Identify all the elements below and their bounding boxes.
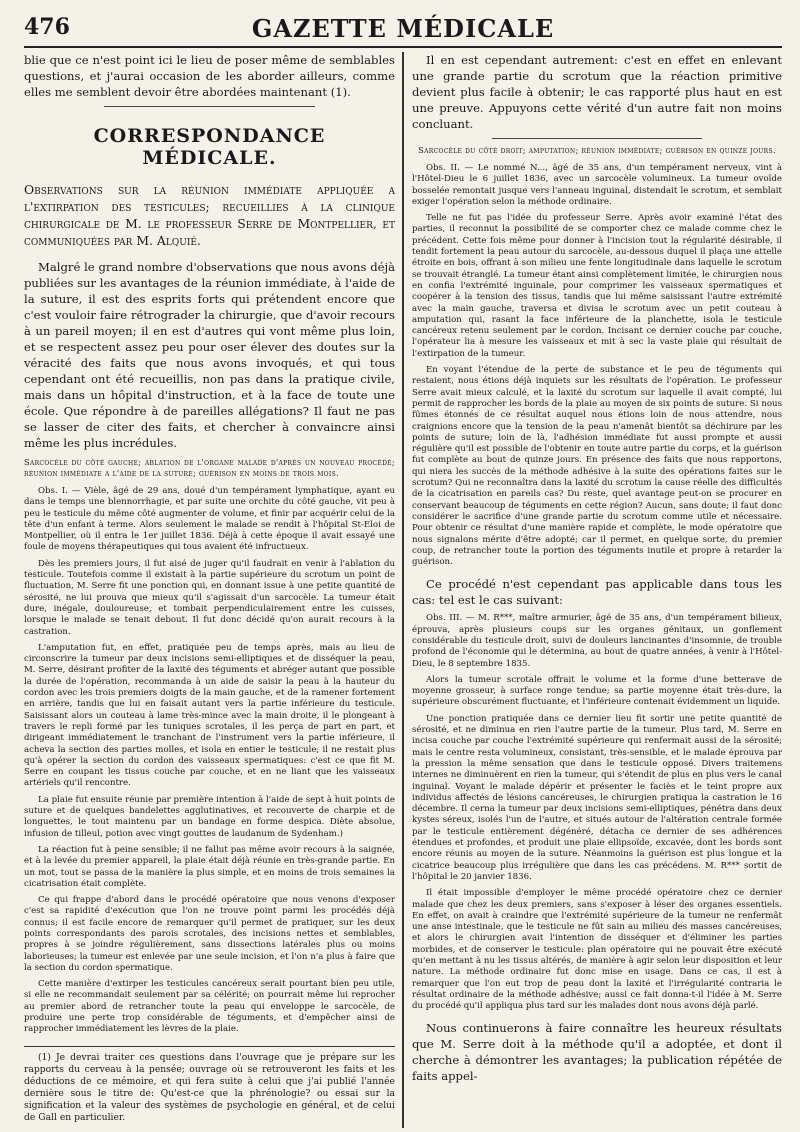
section-separator bbox=[492, 138, 702, 139]
case-two-paragraph: Telle ne fut pas l'idée du professeur Serre. Après avoir examiné l'état des parties, il reconnut la possibilité de se comporter chez ce malade comme chez le précédent. Cette fois même pour donner à l'incision tout la régularité désirable, il tendit fortement la peau autour du sarcocèle, au-dessous duquel il plaça une attelle étroite en bois, offrant à son milieu une fente longitudinale dans laquelle le scrotum se trouvait étranglé. La tumeur étant ainsi complètement limitée, le chirurgien nous en confia l'extrémité inguinale, pour comprimer les vaisseaux spermatiques et coopérer à la tension des tissus, tandis que lui même saisissant l'autre extrémité avec la main gauche, traversa et divisa le scrotum avec un petit couteau à amputation qui, rasant la face inférieure de la planchette, isola le testicule cancéreux retenu seulement par le cordon. Incisant ce dernier couche par couche, l'opérateur lia à mesure les vaisseaux et mit à sec la vaste plaie qui résultait de l'extirpation de la tumeur. bbox=[412, 213, 782, 359]
closing-paragraph: Nous continuerons à faire connaître les heureux résultats que M. Serre doit à la méthode qu'il a adoptée, et dont il cherche à démontrer les avantages; la publication répétée de faits appel- bbox=[412, 1021, 782, 1084]
gazette-title: GAZETTE MÉDICALE bbox=[251, 14, 555, 43]
page-header bbox=[24, 12, 782, 48]
case-one-heading: Sarcocèle du côté gauche; ablation de l'organe malade d'après un nouveau procédé; réunion immédiate a l'aide de la suture; guérison en moins de trois mois. bbox=[24, 457, 395, 478]
intro-paragraph: blie que ce n'est point ici le lieu de poser même de semblables questions, et j'aurai occasion de les aborder ailleurs, comme elles me semblent devoir être abordées maintenant (1). bbox=[24, 53, 395, 99]
footnote-rule bbox=[24, 1046, 395, 1047]
case-three-paragraph: Alors la tumeur scrotale offrait le volume et la forme d'une betterave de moyenne grosseur, à surface ronge tendue; sa partie moyenne était très-dure, la supérieure obscurément fluctuante, et l'inférieure contenait évidemment un liquide. bbox=[412, 674, 782, 708]
case-three-paragraph: Obs. III. — M. R***, maître armurier, âgé de 35 ans, d'un tempérament bilieux, éprouva, après plusieurs coups sur les organes génitaux, un gonflement considérable du testicule droit, suivi de douleurs lancinantes d'insomnie, de trouble profond de l'économie qui le détermina, au bout de quatre années, à venir à l'Hôtel-Dieu, le 8 septembre 1835. bbox=[412, 613, 782, 669]
case-two-paragraph: En voyant l'étendue de la perte de substance et le peu de téguments qui restaient, nous étions déjà inquiets sur les résultats de l'opération. Le professeur Serre avait mieux calculé, et la laxité du scrotum sur laquelle il avait compté, lui permit de rapprocher les bords de la plaie au moyen de six points de suture. Si nous fûmes étonnés de ce résultat auquel nous étions loin de nous attendre, nous craignions encore que la tension de la peau n'amenât bientôt sa déchirure par les points de suture; loin de là, l'adhésion immédiate fut aussi prompte et aussi régulière qu'il est possible de l'obtenir en toute autre partie du corps, et la guérison fut complète au bout de quinze jours. En présence des faits que nous rapportons, qui niera les succès de la méthode adhésive à la suite des opérations faites sur le scrotum? Qui ne reconnaîtra dans la laxité du scrotum la cause réelle des difficultés de la cicatrisation en pareils cas? Du reste, quel avantage peut-on se procurer en conservant beaucoup de téguments en cette région? Aucun, sans doute; il faut donc considérer le sacrifice d'une grande partie du scrotum comme utile et nécessaire. Pour obtenir ce résultat d'une manière rapide et complète, le mode opératoire que nous signalons mérite d'être adopté; car il permet, en quelque sorte, du premier coup, de retrancher toute la portion des téguments inutile et propre à retarder la guérison. bbox=[412, 365, 782, 568]
right-opening-paragraph: Il en est cependant autrement: c'est en effet en enlevant une grande partie du scrotum que la réaction primitive devient plus facile à obtenir; le cas rapporté plus haut en est une preuve. Appuyons cette vérité d'un autre fait non moins concluant. bbox=[412, 53, 782, 131]
case-two-heading: Sarcocèle du côté droit; amputation; réunion immédiate; guérison en quinze jours. bbox=[418, 145, 776, 155]
case-two-paragraph: Obs. II. — Le nommé N..., âgé de 35 ans, d'un tempérament nerveux, vint à l'Hôtel-Dieu le 6 juillet 1836, avec un sarcocèle volumineux. La tumeur ovoïde bosselée remontait jusque vers l'anneau inguinal, distendait le scrotum, et semblait exiger l'opération selon la méthode ordinaire. bbox=[412, 163, 782, 207]
case-one-paragraph: La réaction fut à peine sensible; il ne fallut pas même avoir recours à la saignée, et à la levée du premier appareil, la plaie était déjà réunie en très-grande partie. En un mot, tout se passa de la manière la plus simple, et en moins de trois semaines la cicatrisation était complète. bbox=[24, 844, 395, 889]
section-title: CORRESPONDANCE MÉDICALE. bbox=[93, 125, 326, 169]
case-one-paragraph: L'amputation fut, en effet, pratiquée peu de temps après, mais au lieu de circonscrire la tumeur par deux incisions semi-elliptiques et de disséquer la peau, M. Serre, désirant profiter de la laxité des téguments et abréger autant que possible la durée de l'opération, recommanda à un aide de saisir la peau à la hauteur du cordon avec les trois premiers doigts de la main gauche, et de la ramener fortement en arrière, tandis que lui en faisait autant vers la partie inférieure du testicule. Saisissant alors un couteau à lame très-mince avec la main droite, il le plongeant à travers le repli formé par les tuniques scrotales, il les perça de part en part, et dirigeant immédiatement le tranchant de l'instrument vers la partie inférieure, il acheva la section des parties molles, et isola en entier le testicule; il ne restait plus qu'à opérer la section du cordon des vaisseaux spermatiques: c'est ce que fit M. Serre en coupant les tissus couche par couche, et en ne liant que les vaisseaux artériels qu'il rencontre. bbox=[24, 642, 395, 789]
case-one-paragraph: Dès les premiers jours, il fut aisé de juger qu'il faudrait en venir à l'ablation du testicule. Toutefois comme il existait à la partie supérieure du scrotum un point de fluctuation, M. Serre fit une ponction qui, en donnant issue à une petite quantité de sérosité, ne lui prouva que mieux qu'il s'agissait d'un sarcocèle. La tumeur était dure, inégale, douloureuse, et tombait perpendiculairement entre les cuisses, lorsque le malade se tenait debout. Il fut donc décidé qu'on aurait recours à la castration. bbox=[24, 558, 395, 637]
case-one-paragraph: La plaie fut ensuite réunie par première intention à l'aide de sept à huit points de suture et de quelques bandelettes agglutinatives, et recouverte de charpie et de longuettes, le tout maintenu par un bandage en forme despica. Diète absolue, infusion de tilleul, potion avec vingt gouttes de laudanum de Sydenham.) bbox=[24, 794, 395, 839]
footnote: (1) Je devrai traiter ces questions dans l'ouvrage que je prépare sur les rapports du cerveau à la pensée; ouvrage où se retrouveront les faits et les déductions de ce mémoire, et qui fera suite à celui que j'ai publié l'année dernière sous le titre de: Qu'est-ce que la phrénologie? ou essai sur la signification et la valeur des systèmes de psychologie en général, et de celui de Gall en particulier. bbox=[24, 1051, 395, 1123]
transition-paragraph: Ce procédé n'est cependant pas applicable dans tous les cas: tel est le cas suivant: bbox=[412, 577, 782, 608]
column-divider bbox=[402, 52, 404, 1128]
page-number: 476 bbox=[24, 14, 70, 40]
case-one-paragraph: Ce qui frappe d'abord dans le procédé opératoire que nous venons d'exposer c'est sa rapidité d'exécution que l'on ne trouve point parmi les procédés déjà connus; il est facile encore de remarquer qu'il permet de pratiquer, sur les deux points correspondants des parois scrotales, des incisions nettes et semblables, propres à se joindre régulièrement, sans dissections latérales plus ou moins laborieuses; la tumeur est enlevée par une seule incision, et l'on n'a plus à faire que la section du cordon spermatique. bbox=[24, 895, 395, 973]
right-column bbox=[412, 52, 782, 1128]
section-separator bbox=[104, 106, 315, 107]
opening-paragraph: Malgré le grand nombre d'observations que nous avons déjà publiées sur les avantages de la réunion immédiate, à l'aide de la suture, il est des esprits forts qui prétendent encore que c'est vouloir faire rétrograder la chirurgie, que d'avoir recours à un pareil moyen; il en est d'autres qui vont même plus loin, et se respectent assez peu pour oser élever des doutes sur la véracité des faits que nous avons invoqués, et qui tous cependant ont été recueillis, non pas dans la pratique civile, mais dans un hôpital d'instruction, et à la face de toute une école. Que répondre à de pareilles allégations? Il faut ne pas se lasser de citer des faits, et chercher à convaincre ainsi même les plus incrédules. bbox=[24, 260, 395, 450]
case-three-paragraph: Une ponction pratiquée dans ce dernier lieu fit sortir une petite quantité de sérosité, et ne diminua en rien l'autre partie de la tumeur. Plus tard, M. Serre en incisa couche par couche l'extrémité supérieure qui renfermait aussi de la sérosité; mais le centre resta volumineux, consistant, très-sensible, et le malade éprouva par la pression la même sensation que dans le testicule opposé. Divers traitemens internes ne diminuèrent en rien la tumeur, qui s'étendit de plus en plus vers le canal inguinal. Voyant le malade dépérir et présenter le faciès et le teint propre aux individus affectés de lésions cancéreuses, le chirurgien pratiqua la castration le 16 décembre. Il cerna la tumeur par deux incisions semi-elliptiques, pénétra dans deux kystes séreux, isolés l'un de l'autre, et situés autour de l'altération centrale formée par le testicule entièrement dégénéré, détacha ce dernier de ses adhérences étendues et profondes, et produit une plaie ellipsoïde, excavée, dont les bords sont encore réunis au moyen de la suture. Néanmoins la guérison est plus longue et la cicatrice beaucoup plus irrégulière que dans les cas précédens. M. R*** sortit de l'hôpital le 20 janvier 1836. bbox=[412, 713, 782, 882]
article-heading: Observations sur la réunion immédiate appliquée a l'extirpation des testicules; recueillies à la clinique chirurgicale de M. le professeur Serre de Montpellier, et communiquées par M. Alquié. bbox=[24, 182, 395, 248]
case-one-paragraph: Cette manière d'extirper les testicules cancéreux serait pourtant bien peu utile, si elle ne recommandait seulement par sa célérité; on pourrait même lui reprocher au premier abord de retrancher toute la peau qui enveloppe le sarcocèle, de produire une perte trop considérable de téguments, et d'empêcher ainsi de rapprocher immédiatement les lèvres de la plaie. bbox=[24, 979, 395, 1035]
case-three-paragraph: Il était impossible d'employer le même procédé opératoire chez ce dernier malade que chez les deux premiers, sans s'exposer à léser des organes essentiels. En effet, on avait à craindre que l'extrémité supérieure de la tumeur ne renfermât une anse intestinale, que le testicule ne fût sain au milieu des masses cancéreuses, et alors le chirurgien avait l'intention de disséquer et d'éliminer les parties morbides, et de conserver le testicule: plan opératoire qui ne pouvait être exécuté qu'en mettant à nu les tissus altérés, de manière à agir selon leur disposition et leur nature. La méthode ordinaire fut donc mise en usage. Dans ce cas, il est à remarquer que l'on eut trop de peau dont la laxité et l'irrégularité contraria le résultat ordinaire de la méthode adhésive; aussi ce fait donna-t-il l'idée à M. Serre du procédé qu'il appliqua plus tard sur les malades dont nous avons déjà parlé. bbox=[412, 888, 782, 1012]
left-column bbox=[24, 52, 395, 1128]
case-one-paragraph: Obs. I. — Vièle, âgé de 29 ans, doué d'un tempérament lymphatique, ayant eu dans le temps une blennorrhagie, et par suite une orchite du côté gauche, vit peu à peu le testicule du même côté augmenter de volume, et finir par acquérir celui de la tête d'un enfant à terme. Alors seulement le malade se rendit à l'hôpital St-Eloi de Montpellier, où il entra le 1er juillet 1836. Déjà à cette époque il avait essayé une foule de moyens thérapeutiques qui tous avaient été infructueux. bbox=[24, 486, 395, 553]
